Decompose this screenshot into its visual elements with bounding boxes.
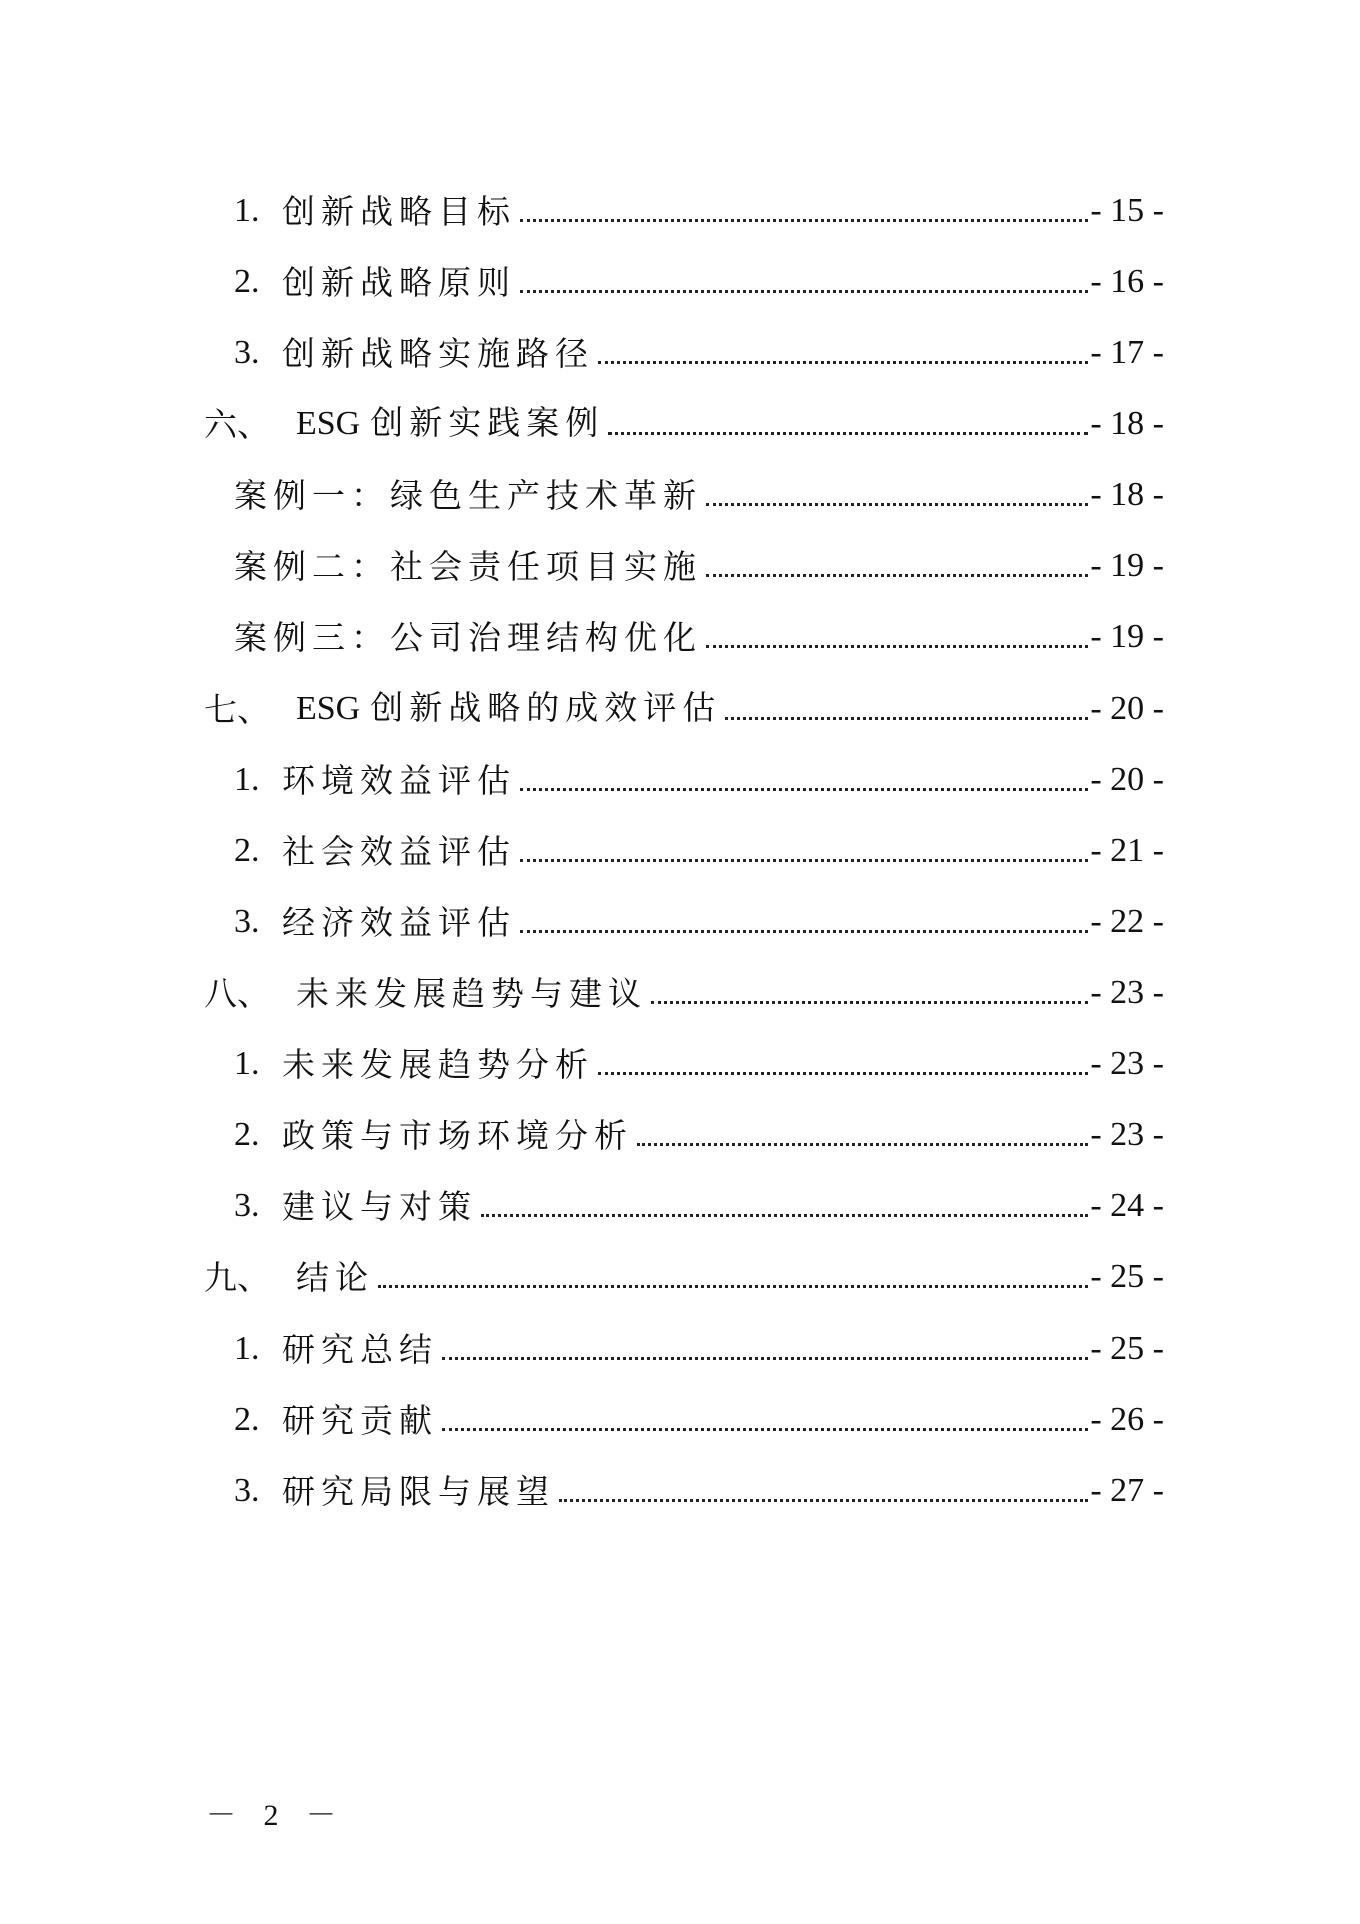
toc-entry[interactable] — [234, 1167, 1164, 1226]
toc-entry-number: 1. — [234, 192, 260, 229]
toc-entry[interactable] — [234, 1025, 1164, 1084]
toc-entry-title: 创新战略目标 — [282, 192, 516, 231]
toc-dot-leader — [608, 432, 1088, 435]
toc-entry-page: - 23 - — [1090, 1045, 1164, 1082]
toc-entry-page: - 22 - — [1090, 903, 1164, 940]
toc-section-entry[interactable] — [204, 954, 1164, 1013]
toc-section-title — [296, 688, 722, 727]
toc-dot-leader — [706, 645, 1088, 648]
toc-entry-number: 3. — [234, 1187, 260, 1224]
toc-entry-page: - 25 - — [1090, 1258, 1164, 1295]
toc-dot-leader — [598, 361, 1088, 364]
toc-entry[interactable] — [234, 243, 1164, 302]
toc-dot-leader — [598, 1072, 1088, 1075]
toc-section-title-text: 创新战略的成效评估 — [370, 688, 722, 727]
toc-entry-title: 案例二：社会责任项目实施 — [234, 547, 702, 586]
toc-dot-leader — [378, 1285, 1088, 1288]
toc-entry-page: - 24 - — [1090, 1187, 1164, 1224]
toc-entry-number: 3. — [234, 334, 260, 371]
toc-entry-page: - 19 - — [1090, 618, 1164, 655]
toc-entry[interactable] — [234, 1096, 1164, 1155]
toc-dot-leader — [520, 290, 1088, 293]
toc-entry[interactable] — [234, 172, 1164, 231]
toc-dot-leader — [520, 859, 1088, 862]
toc-entry[interactable] — [234, 598, 1164, 657]
toc-section-entry[interactable] — [204, 1238, 1164, 1297]
toc-entry-page: - 16 - — [1090, 263, 1164, 300]
toc-entry-title: 创新战略实施路径 — [282, 334, 594, 373]
toc-entry-number: 1. — [234, 1045, 260, 1082]
toc-section-entry[interactable] — [204, 670, 1164, 729]
toc-entry-page: - 20 - — [1090, 761, 1164, 798]
toc-entry-page: - 17 - — [1090, 334, 1164, 371]
toc-dot-leader — [559, 1499, 1088, 1502]
toc-section-title-latin: ESG — [296, 405, 361, 442]
toc-entry-page: - 23 - — [1090, 1116, 1164, 1153]
toc-dot-leader — [706, 574, 1088, 577]
toc-dot-leader — [706, 503, 1088, 506]
toc-entry-page: - 15 - — [1090, 192, 1164, 229]
toc-entry-number: 1. — [234, 1330, 260, 1367]
toc-dot-leader — [442, 1428, 1088, 1431]
toc-entry-title: 未来发展趋势分析 — [282, 1045, 594, 1084]
toc-entry-page: - 18 - — [1090, 405, 1164, 442]
toc-dot-leader — [725, 717, 1088, 720]
toc-section-title — [296, 403, 605, 442]
toc-entry-title: 案例三：公司治理结构优化 — [234, 618, 702, 657]
toc-entry-title: 案例一：绿色生产技术革新 — [234, 476, 702, 515]
toc-section-number: 六、 — [204, 405, 270, 444]
toc-entry-number: 3. — [234, 903, 260, 940]
toc-entry[interactable] — [234, 1452, 1164, 1511]
toc-entry-title: 政策与市场环境分析 — [282, 1116, 633, 1155]
toc-entry-title: 创新战略原则 — [282, 263, 516, 302]
toc-entry-title: 环境效益评估 — [282, 761, 516, 800]
toc-entry-page: - 20 - — [1090, 690, 1164, 727]
toc-dot-leader — [651, 1001, 1088, 1004]
toc-entry[interactable] — [234, 1381, 1164, 1440]
toc-entry-page: - 19 - — [1090, 547, 1164, 584]
toc-entry[interactable] — [234, 741, 1164, 800]
page-number-footer: － 2 － — [206, 1799, 346, 1832]
toc-entry[interactable] — [234, 883, 1164, 942]
toc-entry-number: 2. — [234, 832, 260, 869]
toc-dot-leader — [442, 1357, 1088, 1360]
toc-dot-leader — [520, 219, 1088, 222]
toc-dot-leader — [520, 788, 1088, 791]
toc-entry-title: 社会效益评估 — [282, 832, 516, 871]
toc-entry-number: 3. — [234, 1472, 260, 1509]
toc-entry-number: 1. — [234, 761, 260, 798]
toc-entry-page: - 25 - — [1090, 1330, 1164, 1367]
toc-entry-title: 研究总结 — [282, 1330, 438, 1369]
toc-dot-leader — [481, 1214, 1088, 1217]
toc-entry-number: 2. — [234, 1116, 260, 1153]
toc-entry[interactable] — [234, 456, 1164, 515]
toc-section-entry[interactable] — [204, 385, 1164, 444]
toc-entry[interactable] — [234, 812, 1164, 871]
toc-entry-page: - 23 - — [1090, 974, 1164, 1011]
toc-section-title-text: 创新实践案例 — [370, 403, 605, 442]
toc-section-number: 九、 — [204, 1258, 270, 1297]
toc-entry-page: - 18 - — [1090, 476, 1164, 513]
toc-entry-number: 2. — [234, 1401, 260, 1438]
toc-section-title-latin: ESG — [296, 690, 361, 727]
toc-section-number: 八、 — [204, 974, 270, 1013]
toc-section-number: 七、 — [204, 690, 270, 729]
toc-entry-page: - 26 - — [1090, 1401, 1164, 1438]
toc-entry-page: - 27 - — [1090, 1472, 1164, 1509]
toc-entry[interactable] — [234, 1310, 1164, 1369]
toc-entry-title: 研究贡献 — [282, 1401, 438, 1440]
toc-entry-title: 研究局限与展望 — [282, 1472, 555, 1511]
toc-section-title: 结论 — [296, 1258, 374, 1297]
toc-dot-leader — [520, 930, 1088, 933]
toc-entry-title: 经济效益评估 — [282, 903, 516, 942]
toc-dot-leader — [637, 1143, 1088, 1146]
toc-entry-number: 2. — [234, 263, 260, 300]
toc-entry[interactable] — [234, 527, 1164, 586]
toc-entry[interactable] — [234, 314, 1164, 373]
toc-section-title: 未来发展趋势与建议 — [296, 974, 647, 1013]
toc-entry-title: 建议与对策 — [282, 1187, 477, 1226]
toc-entry-page: - 21 - — [1090, 832, 1164, 869]
